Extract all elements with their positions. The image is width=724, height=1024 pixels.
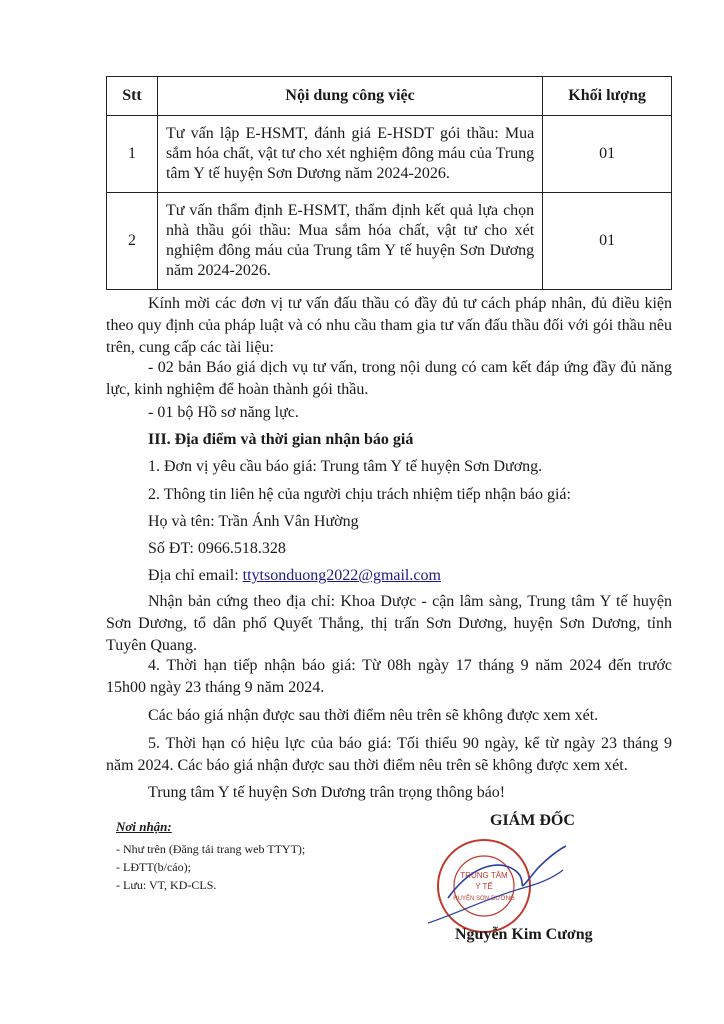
row-volume: 01 [543, 116, 672, 193]
table-header-row [107, 77, 672, 116]
recipients-title: Nơi nhận: [116, 819, 172, 834]
seal-text-line: HUYỆN SƠN DƯƠNG [453, 896, 515, 902]
table-row [107, 116, 672, 193]
row-stt: 1 [107, 116, 158, 193]
section3-heading: III. Địa điểm và thời gian nhận báo giá [148, 431, 414, 448]
hardcopy-paragraph: Nhận bản cứng theo địa chỉ: Khoa Dược - cận lâm sàng, Trung tâm Y tế huyện Sơn Dương, tổ dân phố Quyết Thắng, thị trấn Sơn Dương, huyện Sơn Dương, tỉnh Tuyên Quang. [106, 593, 672, 654]
invitation-paragraph: Kính mời các đơn vị tư vấn đấu thầu có đầy đủ tư cách pháp nhân, đủ điều kiện theo quy định của pháp luật và có nhu cầu tham gia tư vấn đấu thầu đối với gói thầu nêu trên, cung cấp các tài liệu: [106, 295, 672, 356]
recipient-item: - Như trên (Đăng tải trang web TTYT); [116, 842, 306, 856]
row-volume: 01 [543, 193, 672, 290]
row-content: Tư vấn lập E-HSMT, đánh giá E-HSDT gói thầu: Mua sắm hóa chất, vật tư cho xét nghiệm đông máu của Trung tâm Y tế huyện Sơn Dương năm 2024-2026. [157, 116, 542, 193]
header-volume: Khối lượng [543, 77, 672, 116]
signature-title: GIÁM ĐỐC [490, 812, 575, 829]
email-line [106, 565, 672, 587]
recipient-item: - Lưu: VT, KD-CLS. [116, 878, 217, 892]
signer-name: Nguyễn Kim Cương [455, 926, 593, 943]
late-note: Các báo giá nhận được sau thời điểm nêu trên sẽ không được xem xét. [148, 707, 599, 724]
header-content: Nội dung công việc [157, 77, 542, 116]
email-link[interactable]: ttytsonduong2022@gmail.com [242, 567, 441, 584]
seal-text-line: TRUNG TÂM [460, 871, 508, 880]
closing-text: Trung tâm Y tế huyện Sơn Dương trân trọng thông báo! [148, 784, 506, 801]
item5-text: 5. Thời hạn có hiệu lực của báo giá: Tối thiểu 90 ngày, kể từ ngày 23 tháng 9 năm 2024. Các báo giá nhận được sau thời điểm nêu trên sẽ không được xem xét. [106, 735, 672, 774]
row-content: Tư vấn thẩm định E-HSMT, thẩm định kết quả lựa chọn nhà thầu gói thầu: Mua sắm hóa chất, vật tư cho xét nghiệm đông máu của Trung tâm Y tế huyện Sơn Dương năm 2024-2026. [157, 193, 542, 290]
header-stt: Stt [107, 77, 158, 116]
seal-text-line: Y TẾ [475, 882, 493, 891]
item4-text: 4. Thời hạn tiếp nhận báo giá: Từ 08h ngày 17 tháng 9 năm 2024 đến trước 15h00 ngày 23 tháng 9 năm 2024. [106, 657, 672, 696]
recipient-item: - LĐTT(b/cáo); [116, 860, 191, 874]
email-label: Địa chỉ email: [148, 567, 243, 584]
doc-profile-item: - 01 bộ Hồ sơ năng lực. [148, 404, 299, 421]
doc-quote-item: - 02 bản Báo giá dịch vụ tư vấn, trong nội dung có cam kết đáp ứng đầy đủ năng lực, kinh nghiệm để hoàn thành gói thầu. [106, 359, 672, 398]
row-stt: 2 [107, 193, 158, 290]
table-row [107, 193, 672, 290]
contact-phone: Số ĐT: 0966.518.328 [148, 540, 286, 557]
work-table [106, 76, 672, 290]
contact-name: Họ và tên: Trần Ánh Vân Hường [148, 513, 359, 530]
item2-text: 2. Thông tin liên hệ của người chịu trách nhiệm tiếp nhận báo giá: [148, 486, 571, 503]
recipients-block [116, 818, 305, 894]
official-seal-icon [418, 828, 568, 938]
item1-text: 1. Đơn vị yêu cầu báo giá: Trung tâm Y tế huyện Sơn Dương. [148, 458, 543, 475]
